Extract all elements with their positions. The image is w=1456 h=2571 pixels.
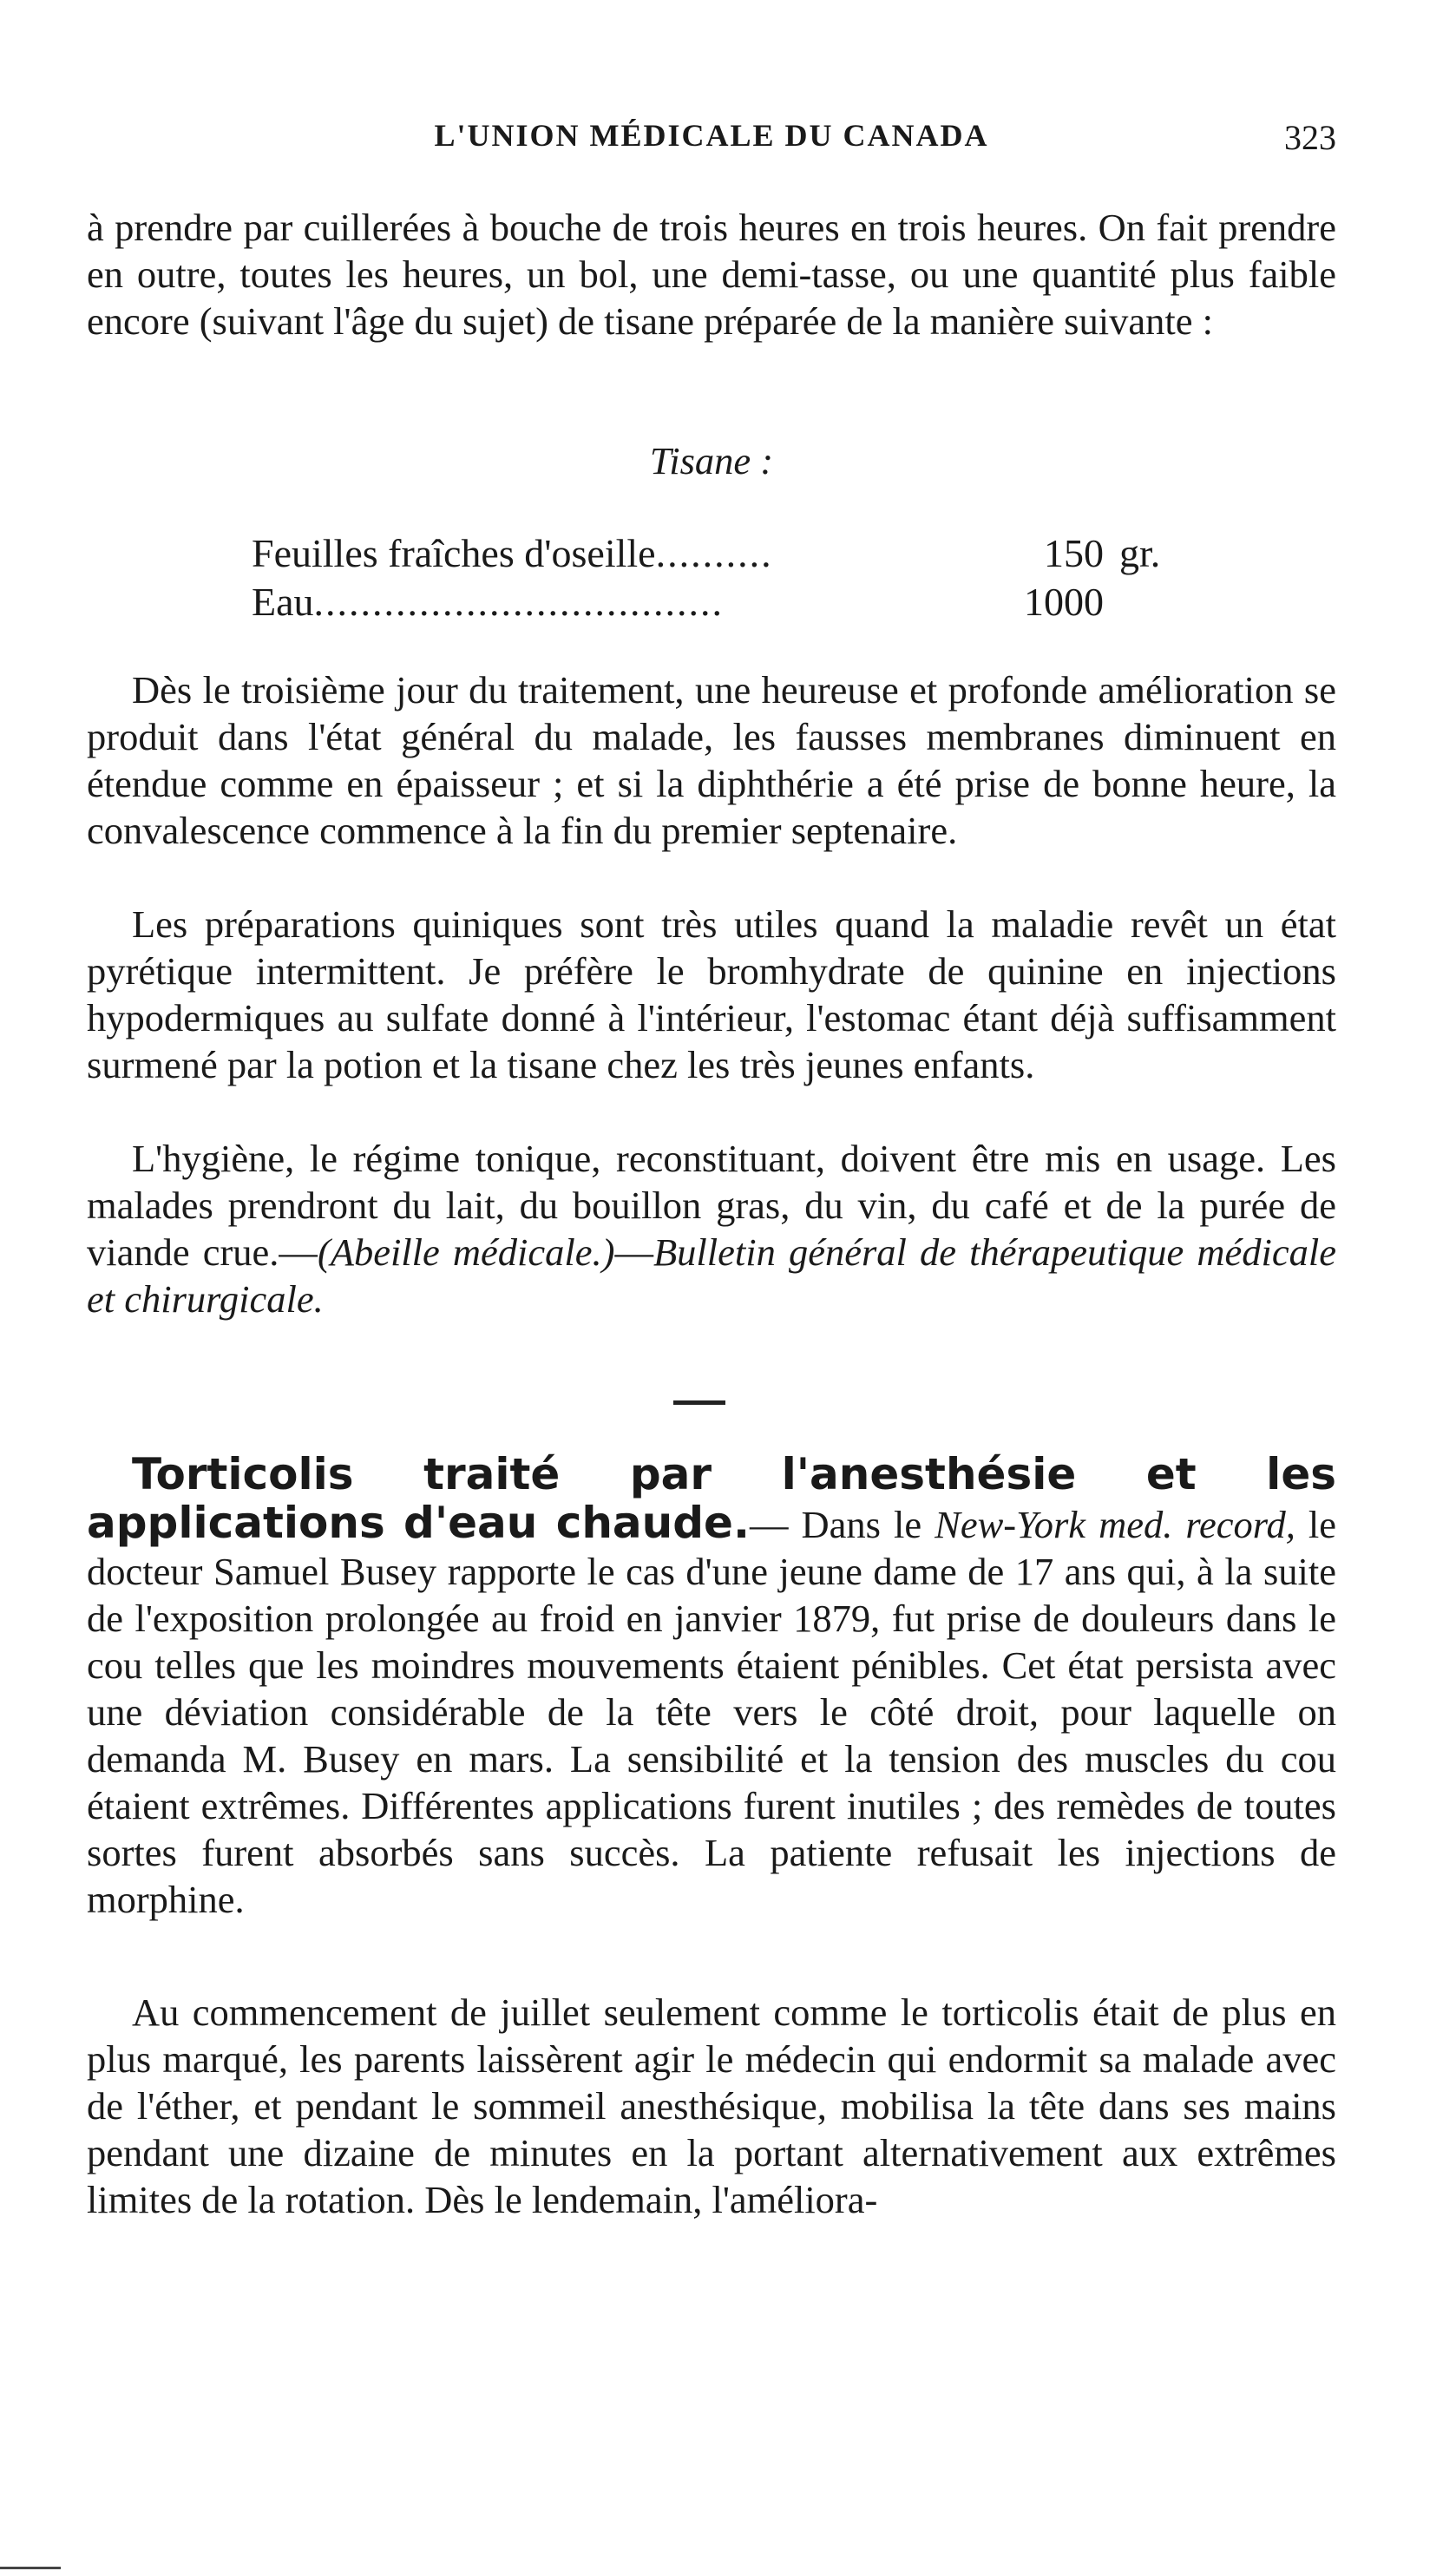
dot-leader: .......... — [655, 531, 773, 575]
recipe-quantity: 1000 — [1024, 580, 1104, 624]
source-citation: Bulletin général de thérapeutique médicale et chirurgicale. — [87, 1230, 1337, 1321]
paragraph-torticolis — [87, 1451, 1336, 1923]
paragraph-quinine: Les préparations quiniques sont très utiles quand la maladie revêt un état pyrétique intermittent. Je préfère le bromhydrate de quinine en injections hypodermiques au sulfate donné à l'intérieur, l'estomac étant déjà suffisamment surmené par la potion et la tisane chez les très jeunes enfants. — [87, 902, 1336, 1086]
paragraph-hygiene — [87, 1135, 1336, 1322]
journal-name: New-York med. record, — [935, 1503, 1295, 1546]
hygiene-text: L'hygiène, le régime tonique, reconstituant, doivent être mis en usage. Les malades prendront du lait, du bouillon gras, du vin, du café et de la purée de viande crue.— — [87, 1137, 1336, 1274]
recipe-table — [252, 529, 1206, 626]
paragraph-continuation: à prendre par cuillerées à bouche de trois heures en trois heures. On fait prendre en outre, toutes les heures, un bol, une demi-tasse, ou une quantité plus faible encore (suivant l'âge du sujet) de tisane préparée de la manière suivante : — [87, 206, 1336, 343]
section-divider — [673, 1400, 725, 1405]
recipe-row — [252, 529, 1206, 578]
running-header — [87, 117, 1336, 161]
recipe-ingredient: Eau — [252, 580, 314, 624]
recipe-row — [252, 578, 1206, 626]
article-text: le docteur Samuel Busey rapporte le cas d'une jeune dame de 17 ans qui, à la suite de l'exposition prolongée au froid en janvier 1879, fut prise de douleurs dans le cou telles que les moindres mouvements étaient pénibles. Cet état persista avec une déviation considérable de la tête vers le côté droit, pour laquelle on demanda M. Busey en mars. La sensibilité et la tension des muscles du cou étaient extrêmes. Différentes applications furent inutiles ; des remèdes de toutes sortes furent absorbés sans succès. La patiente refusait les injections de morphine. — [87, 1503, 1336, 1921]
running-title: L'UNION MÉDICALE DU CANADA — [434, 118, 989, 153]
recipe-ingredient: Feuilles fraîches d'oseille — [252, 531, 656, 575]
paragraph-treatment: Au commencement de juillet seulement comme le torticolis était de plus en plus marqué, les parents laissèrent agir le médecin qui endormit sa malade avec de l'éther, et pendant le sommeil anesthésique, mobilisa la tête dans ses mains pendant une dizaine de minutes en la portant alternativement aux extrêmes limites de la rotation. Dès le lendemain, l'améliora- — [87, 1991, 1336, 2221]
article-title: Torticolis traité par l'anesthésie et les applications d'eau chaude. — [87, 1449, 1336, 1548]
page-edge-mark — [0, 2567, 61, 2569]
recipe-unit: gr. — [1119, 531, 1161, 575]
article-dash: — Dans le — [749, 1503, 935, 1546]
recipe-unit — [1104, 578, 1206, 626]
dot-leader: ................................... — [313, 580, 725, 624]
citation-dash: — — [614, 1230, 653, 1274]
recipe-quantity: 150 — [1044, 531, 1104, 575]
tisane-heading: Tisane : — [649, 439, 774, 482]
source-citation: (Abeille médicale.) — [317, 1230, 615, 1274]
paragraph-improvement: Dès le troisième jour du traitement, une heureuse et profonde amélioration se produit dans l'état général du malade, les fausses membranes diminuent en étendue comme en épaisseur ; et si la diphthérie a été prise de bonne heure, la convalescence commence à la fin du premier septenaire. — [87, 668, 1336, 852]
page-number: 323 — [1284, 118, 1336, 157]
